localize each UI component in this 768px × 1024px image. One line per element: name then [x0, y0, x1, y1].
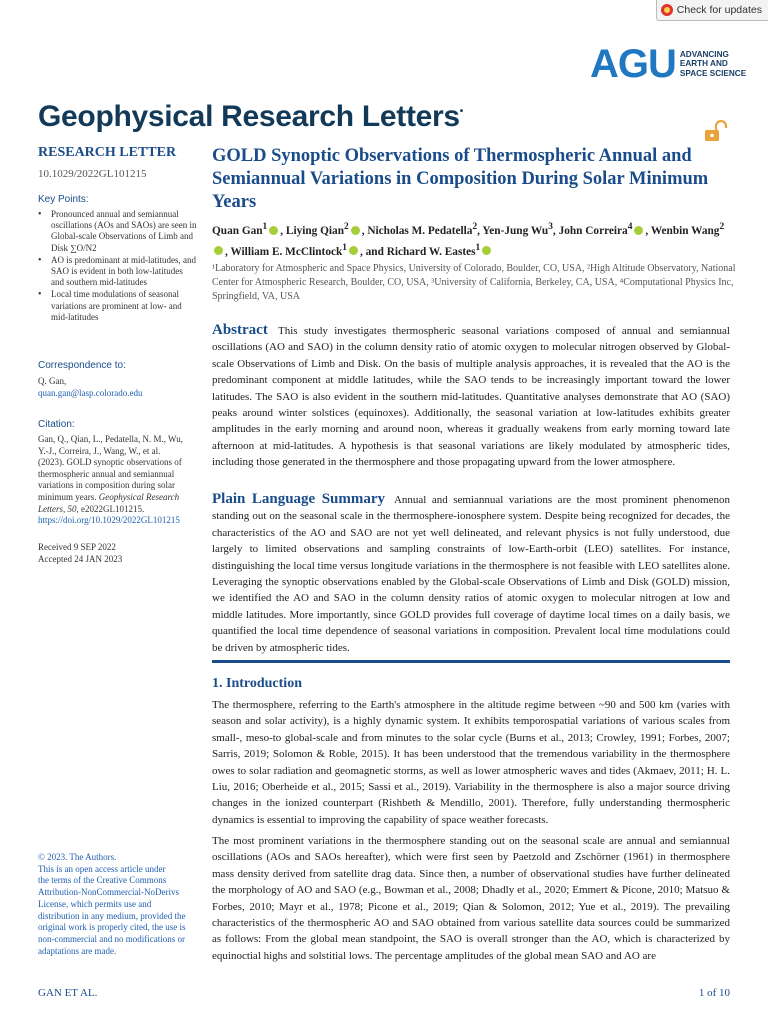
section-divider: [212, 660, 730, 663]
author-name[interactable]: William E. McClintock: [230, 245, 343, 258]
citation-text: Gan, Q., Qian, L., Pedatella, N. M., Wu, Y.-J., Correira, J., Wang, W., et al. (2023). GOLD synoptic observations of thermospheric annual and semiannual variations in composition during solar minimum years.: [38, 434, 183, 502]
correspondence-title: Correspondence to:: [38, 360, 126, 371]
journal-name: Geophysical Research Letters: [38, 100, 460, 133]
author-affil: 3: [548, 222, 553, 232]
license-line[interactable]: the terms of the Creative Commons: [38, 875, 167, 886]
author-name[interactable]: Nicholas M. Pedatella: [367, 224, 473, 237]
author-name[interactable]: Liying Qian: [285, 224, 344, 237]
footer-authors: GAN ET AL.: [38, 987, 98, 999]
author-affil: 1: [475, 242, 481, 253]
affiliations: ¹Laboratory for Atmospheric and Space Physics, University of Colorado, Boulder, CO, USA, ²High Altitude Observatory, National Center for Atmospheric Research, Boulder, CO, USA, ³University of California, Berkeley, CA, USA, ⁴Computational Physics Inc, Springfield, VA, USA: [212, 263, 736, 302]
key-points-list: [38, 209, 197, 324]
abstract-heading: Abstract: [212, 322, 268, 338]
check-updates-label: Check for updates: [676, 4, 762, 16]
correspondence-email-link[interactable]: quan.gan@lasp.colorado.edu: [38, 388, 143, 398]
orcid-icon[interactable]: [349, 246, 358, 255]
introduction-paragraph-2: The most prominent variations in the thermosphere standing out on the seasonal scale are annual and semiannual oscillations (AOs and SAOs hereafter), which were first seen by Paetzold and Zschörner (1961) in thermosphere mass density derived from satellite drag data. Since then, a number of observational studies have further delineated the morphology of AO and SAO (e.g., Bowman et al., 2008; Dhadly et al., 2020; Emmert & Picone, 2010; Matsuo & Forbes, 2010; Mayr et al., 1978; Picone et al., 2019; Qian & Solomon, 2012; Yue et al., 2019). The prevailing characteristics of the thermospheric AO and SAO obtained from various satellite data sources could be summarized as follows: From the global mean standpoint, the SAO is overall stronger than the AO, which is characterized by equinoctial highs and solstitial lows. The percentage amplitudes of the global mean SAO and AO are: [212, 835, 730, 962]
journal-title: Geophysical Research Letters•: [38, 100, 463, 133]
agu-tagline-2: EARTH AND: [679, 59, 728, 69]
author-affil: 1: [342, 242, 347, 253]
agu-tagline: [680, 50, 746, 79]
key-points-title: Key Points:: [38, 194, 89, 205]
author-name[interactable]: Yen-Jung Wu: [482, 224, 549, 237]
key-point: • Local time modulations of seasonal variations are prominent at low- and mid-latitudes: [47, 289, 197, 323]
plain-language-summary-section: [212, 491, 730, 656]
abstract-text: This study investigates thermospheric seasonal variations composed of annual and semiannual oscillations (AO and SAO) in the column density ratio of atomic oxygen to molecular nitrogen observed by Global-scale Observations of Limb and Disk. On the basis of multiple analysis approaches, it is revealed that the AO is the predominant component at middle latitudes, while the SAO tends to be increasingly important toward the lower latitudes. The SAO is also evident in the southern mid-latitudes. Quantitative analyses demonstrate that AO (SAO) peaks around winter solstices (equinoxes). Additionally, the seasonal variation at low-latitudes exhibits greater amplitudes in the early morning and around noon, whereas it gradually weakens from early morning toward late afternoon at mid-latitudes. A hypothesis is that seasonal variations are likely modulated by atmospheric tides, including those generated in the thermosphere and those propagating upward from the lower atmosphere.: [212, 325, 730, 469]
author-affil: 2: [719, 222, 725, 232]
author-name[interactable]: Wenbin Wang: [650, 224, 720, 237]
author-name[interactable]: John Correira: [558, 224, 628, 237]
received-date: Received 9 SEP 2022: [38, 542, 116, 552]
orcid-icon[interactable]: [634, 226, 643, 235]
key-point: • AO is predominant at mid-latitudes, and SAO is evident in both low-latitudes and southern mid-latitudes: [47, 255, 197, 289]
license-line: distribution in any medium, provided the: [38, 910, 186, 921]
author-affil: 1: [262, 222, 268, 232]
author-list: Quan Gan$^1$ , Liying Qian$^2$ , Nicholas M. Pedatella$^2$, Yen-Jung Wu$^3$, John Correira$^4$ , Wenbin Wang$^2$, William E. McClintock$^1$ , and Richard W. Eastes$^1$: [212, 222, 725, 258]
authors-and: and: [365, 245, 384, 258]
citation-block: [38, 434, 188, 527]
citation-id: e2022GL101215.: [81, 503, 145, 514]
introduction-paragraph-1: The thermosphere, referring to the Earth's atmosphere in the altitude regime between ~90 and 500 km (varies with season and solar activity), is a highly dynamic system. It exhibits temporospatial variations of various scales from small-, meso-to global-scale and from minutes to the solar cycle (Burns et al., 2013; Crowley, 1991; Forbes, 2007; Sarris, 2019; Solomon & Roble, 2015). It has been understood that the tremendous variability in the thermosphere owes to solar radiation and geomagnetic storms, as well as lower atmospheric waves and tides (Akmaev, 2011; H. L. Liu, 2016; Oberheide et al., 2015; Sassi et al., 2019). Variability in the thermosphere is also a major source driving changes in the ionized counterpart (Rishbeth & Mendillo, 2001). Therefore, fully understanding thermospheric dynamics is essential to improving the capability of space weather forecasts.: [212, 699, 730, 826]
article-doi: 10.1029/2022GL101215: [38, 168, 147, 180]
introduction-heading: 1. Introduction: [212, 676, 302, 691]
agu-logo-mark: AGU: [590, 42, 676, 86]
agu-tagline-1: ADVANCING: [679, 49, 729, 59]
author-affil: 4: [627, 222, 633, 232]
orcid-icon[interactable]: [214, 246, 223, 255]
license-line: © 2023. The Authors.: [38, 852, 117, 862]
article-title: GOLD Synoptic Observations of Thermospheric Annual and Semiannual Variations in Composition During Solar Minimum Years: [212, 146, 709, 212]
agu-tagline-3: SPACE SCIENCE: [679, 68, 747, 78]
orcid-icon[interactable]: [482, 246, 491, 255]
citation-doi-link[interactable]: https://doi.org/10.1029/2022GL101215: [38, 515, 180, 526]
orcid-icon[interactable]: [351, 226, 360, 235]
author-name[interactable]: Richard W. Eastes: [386, 245, 476, 258]
accepted-date: Accepted 24 JAN 2023: [38, 553, 123, 564]
citation-title: Citation:: [38, 419, 75, 430]
correspondence-name: Q. Gan,: [38, 376, 67, 386]
page-number: 1 of 10: [698, 987, 730, 999]
pls-heading: Plain Language Summary: [212, 491, 386, 507]
crossmark-icon: [661, 4, 673, 16]
license-block: [38, 852, 188, 957]
article-type-label: RESEARCH LETTER: [38, 145, 177, 160]
citation-journal: Geophysical Research Letters, 50,: [38, 491, 180, 514]
pls-text: Annual and semiannual variations are the most prominent phenomenon standing out on the seasonal scale in the thermosphere-ionosphere system. Despite being recognized for decades, the characteristics of the AO and SAO are not yet well delineated, and relevant physics is not fully understood, due largely to limited observations and sampling constraints of low-Earth-orbit (LEO) satellites. For instance, distinguishing the local time versus longitude variations in the thermosphere is not feasible with LEO satellites alone. Leveraging the synoptic observations enabled by the Global-scale Observations of Limb and Disk (GOLD) mission, we identified the AO and SAO in the column density ratios of atomic oxygen to molecular nitrogen at low and middle latitudes. More importantly, since GOLD provides full coverage of daytime local times on a daily basis, we quantified the local time dependence of seasonal variations in composition. Prevalent local time modulations could be driven by atmospheric tides.: [212, 494, 730, 654]
open-access-lock-icon: [703, 120, 729, 147]
dates-block: [38, 542, 196, 565]
orcid-icon[interactable]: [269, 226, 278, 235]
license-line: non-commercial and no modifications or: [38, 933, 185, 944]
abstract-section: [212, 322, 730, 471]
agu-logo: [590, 44, 746, 84]
author-affil: 2: [343, 222, 349, 232]
license-line[interactable]: Attribution-NonCommercial-NoDerivs: [38, 887, 179, 898]
license-line: adaptations are made.: [38, 945, 117, 956]
author-affil: 2: [472, 222, 478, 232]
check-for-updates-button[interactable]: [656, 0, 768, 21]
key-point: • Pronounced annual and semiannual oscillations (AOs and SAOs) are seen in Global-scale Observations of Limb and Disk ∑O/N2: [47, 209, 197, 254]
author-name[interactable]: Quan Gan: [212, 224, 263, 237]
license-line: License, which permits use and: [38, 898, 152, 909]
license-line: This is an open access article under: [38, 863, 166, 874]
correspondence-block: [38, 375, 196, 399]
license-line: original work is properly cited, the use is: [38, 922, 186, 933]
